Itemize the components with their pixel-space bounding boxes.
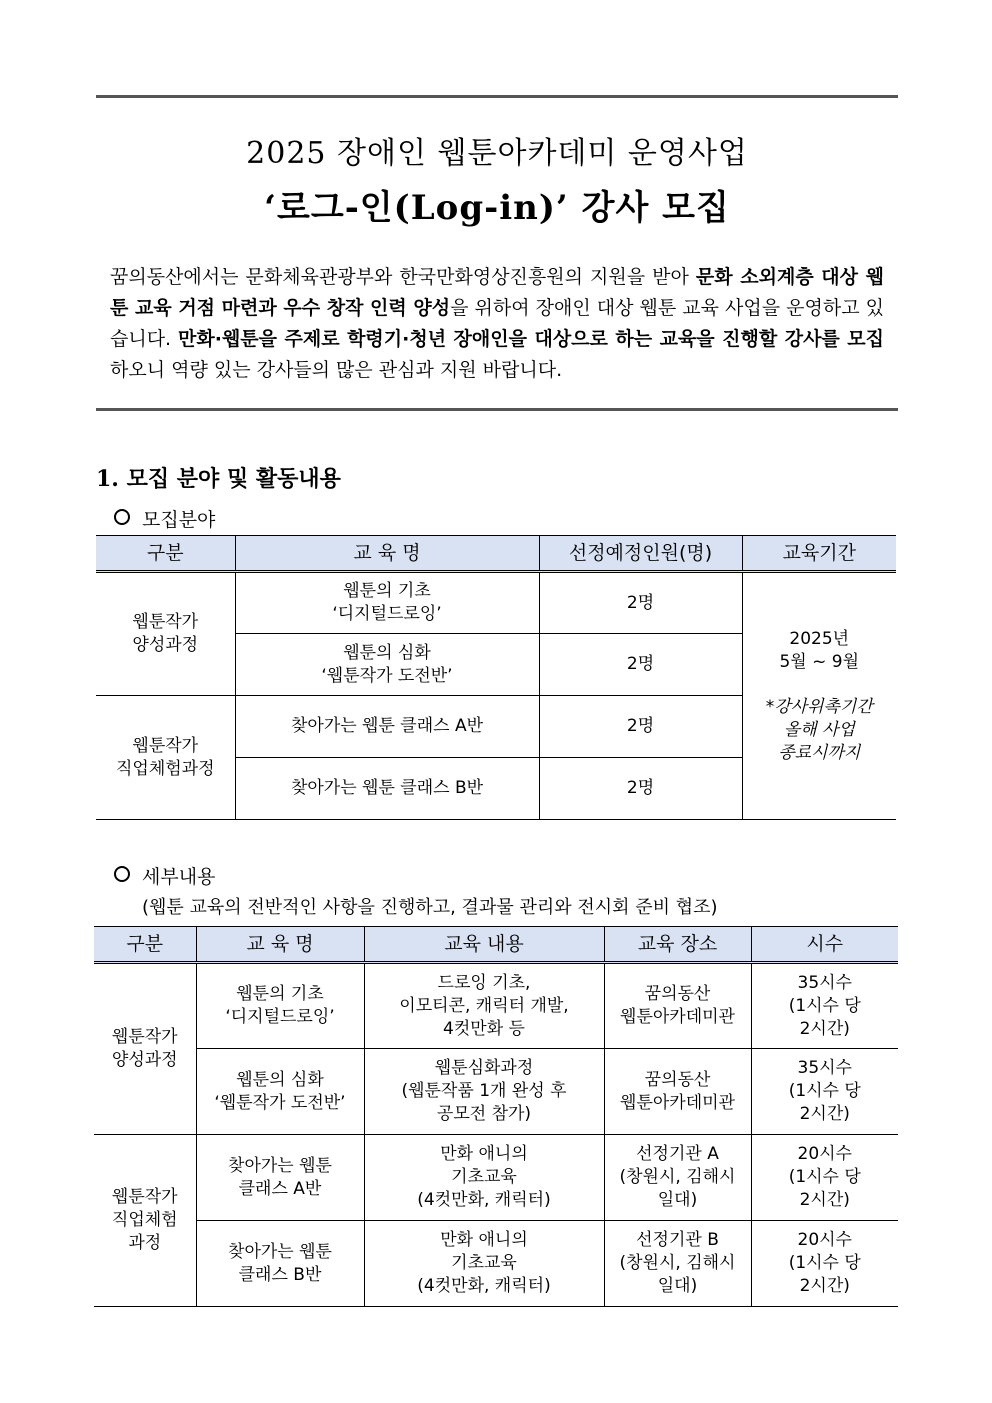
document-title-line1: 2025 장애인 웹툰아카데미 운영사업: [246, 136, 748, 171]
subheading-recruit-field: [114, 505, 215, 532]
table2-hours-cell: 35시수 (1시수 당 2시간): [751, 1049, 898, 1135]
table2-place-cell: 선정기관 B (창원시, 김해시 일대): [604, 1221, 751, 1307]
subheading-label: 모집분야: [142, 509, 216, 531]
table2-course-cell: 웹툰의 심화 ‘웹툰작가 도전반’: [196, 1049, 364, 1135]
table2-header-course: 교 육 명: [196, 927, 364, 963]
table1-count-cell: 2명: [539, 572, 742, 634]
top-rule: [96, 95, 898, 98]
table2-place-cell: 꿈의동산 웹툰아카데미관: [604, 1049, 751, 1135]
details-note: (웹툰 교육의 전반적인 사항을 진행하고, 결과물 관리와 전시회 준비 협조): [142, 897, 718, 918]
table1-header-period: 교육기간: [742, 536, 896, 572]
table1-group-cell: 웹툰작가 양성과정: [96, 572, 235, 696]
table1-header-category: 구분: [96, 536, 235, 572]
period-text: 2025년 5월 ~ 9월: [779, 628, 860, 672]
table-row: [94, 963, 898, 1049]
table-row: [96, 572, 896, 634]
table-row: [94, 1049, 898, 1135]
table1-count-cell: 2명: [539, 758, 742, 820]
table2-content-cell: 웹툰심화과정 (웹툰작품 1개 완성 후 공모전 참가): [364, 1049, 604, 1135]
table2-hours-cell: 20시수 (1시수 당 2시간): [751, 1221, 898, 1307]
table2-group-cell: 웹툰작가 양성과정: [94, 963, 196, 1135]
table1-course-cell: 웹툰의 기초 ‘디지털드로잉’: [235, 572, 539, 634]
table2-header-hours: 시수: [751, 927, 898, 963]
bottom-rule: [96, 408, 898, 411]
recruit-field-table: [96, 535, 896, 820]
table2-course-cell: 찾아가는 웹툰 클래스 A반: [196, 1135, 364, 1221]
intro-bold-2: 만화·웹툰을 주제로 학령기·청년 장애인을 대상으로 하는 교육을 진행할 강사를 모집: [178, 328, 884, 350]
table1-course-cell: 찾아가는 웹툰 클래스 A반: [235, 696, 539, 758]
table1-period-cell: [742, 572, 896, 820]
table1-count-cell: 2명: [539, 696, 742, 758]
table2-header-content: 교육 내용: [364, 927, 604, 963]
table2-course-cell: 웹툰의 기초 ‘디지털드로잉’: [196, 963, 364, 1049]
intro-paragraph: [110, 262, 884, 386]
table-row: [94, 1221, 898, 1307]
table2-header-category: 구분: [94, 927, 196, 963]
table2-place-cell: 선정기관 A (창원시, 김해시 일대): [604, 1135, 751, 1221]
table2-course-cell: 찾아가는 웹툰 클래스 B반: [196, 1221, 364, 1307]
subheading-label: 세부내용: [142, 866, 216, 888]
table2-place-cell: 꿈의동산 웹툰아카데미관: [604, 963, 751, 1049]
table1-course-cell: 웹툰의 심화 ‘웹툰작가 도전반’: [235, 634, 539, 696]
intro-text-2: 을 위하여 장애인 대상 웹툰 교육 사업을 운영하고 있습니다.: [110, 297, 884, 350]
table-row: [94, 1135, 898, 1221]
circle-bullet-icon: [114, 509, 130, 525]
intro-text-1: 꿈의동산에서는 문화체육관광부와 한국만화영상진흥원의 지원을 받아: [110, 266, 696, 288]
section-heading: 1. 모집 분야 및 활동내용: [96, 466, 341, 492]
intro-bold-1: 문화 소외계층 대상 웹툰 교육 거점 마련과 우수 창작 인력 양성: [110, 266, 885, 319]
document-title-line2: ‘로그-인(Log-in)’ 강사 모집: [264, 188, 730, 228]
table2-content-cell: 드로잉 기초, 이모티콘, 캐릭터 개발, 4컷만화 등: [364, 963, 604, 1049]
table1-course-cell: 찾아가는 웹툰 클래스 B반: [235, 758, 539, 820]
circle-bullet-icon: [114, 866, 130, 882]
table2-header-place: 교육 장소: [604, 927, 751, 963]
table2-hours-cell: 35시수 (1시수 당 2시간): [751, 963, 898, 1049]
table1-header-course: 교 육 명: [235, 536, 539, 572]
subheading-details: [114, 862, 215, 889]
table2-hours-cell: 20시수 (1시수 당 2시간): [751, 1135, 898, 1221]
table1-count-cell: 2명: [539, 634, 742, 696]
table1-header-count: 선정예정인원(명): [539, 536, 742, 572]
table1-group-cell: 웹툰작가 직업체험과정: [96, 696, 235, 820]
table2-content-cell: 만화 애니의 기초교육 (4컷만화, 캐릭터): [364, 1135, 604, 1221]
period-note: *강사위촉기간 올해 사업 종료시까지: [765, 696, 873, 763]
intro-text-3: 하오니 역량 있는 강사들의 많은 관심과 지원 바랍니다.: [110, 359, 563, 381]
details-table: [94, 926, 898, 1307]
table2-content-cell: 만화 애니의 기초교육 (4컷만화, 캐릭터): [364, 1221, 604, 1307]
table2-group-cell: 웹툰작가 직업체험 과정: [94, 1135, 196, 1307]
